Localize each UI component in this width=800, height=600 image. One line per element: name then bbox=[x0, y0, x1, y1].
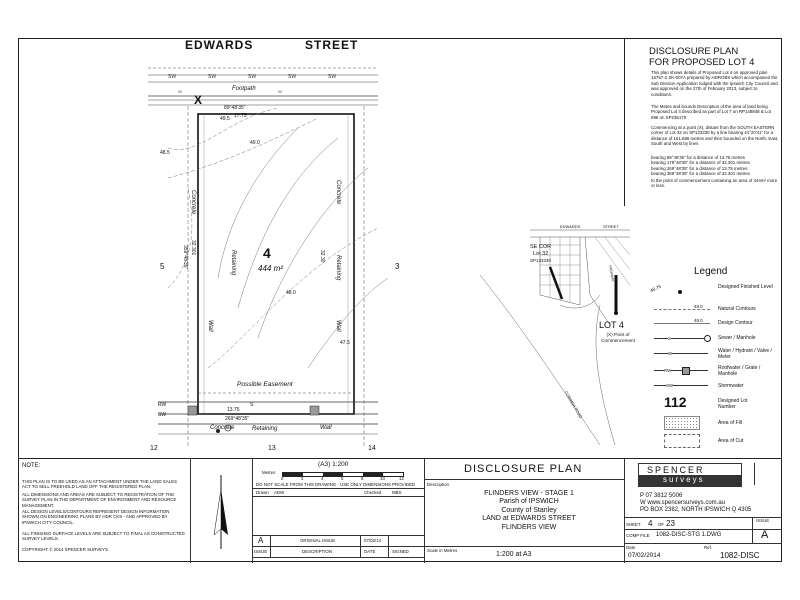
locality-street-label: EDWARDS bbox=[560, 224, 581, 229]
drawn-value: ADW bbox=[274, 490, 285, 495]
legend-natural-symbol: 48.0 bbox=[694, 304, 703, 309]
stormwater-line-icon bbox=[654, 385, 708, 386]
svg-text:W: W bbox=[278, 89, 282, 94]
panel-paragraph-2: The Metes and bounds Description of the area of land being Proposed Lot 4 described as part of Lot 7 on RP148848 & Lot 998 on SP235170 bbox=[651, 104, 772, 120]
bearing-line: bearing 359°48'35" for a distance of 32.301 metres bbox=[651, 171, 750, 177]
scale-tick: 0 bbox=[281, 476, 284, 481]
locality-street2-label: STREET bbox=[603, 224, 619, 229]
contour-label-5: 47.5 bbox=[340, 340, 350, 346]
checked-value: MBS bbox=[392, 490, 402, 495]
street-suffix-label: STREET bbox=[305, 38, 359, 52]
lot-plan-drawing bbox=[18, 38, 426, 458]
left-wall-label: Wall bbox=[207, 320, 213, 332]
contour-label-3: 48.5 bbox=[160, 150, 170, 156]
scale-tick: 2 bbox=[301, 476, 304, 481]
notes-section bbox=[18, 459, 191, 563]
company-bar bbox=[639, 475, 741, 486]
sheet-number: 4 bbox=[648, 519, 653, 528]
svg-text:SW: SW bbox=[168, 74, 177, 80]
roofwater-line-icon bbox=[654, 370, 708, 371]
comp-file-label: COMP FILE bbox=[626, 533, 650, 538]
issue-header-row bbox=[252, 545, 424, 558]
right-retaining-label: Retaining bbox=[335, 255, 341, 281]
company-section bbox=[624, 459, 782, 563]
signed-header: SIGNED bbox=[392, 549, 409, 554]
date-value: 07/02/2014 bbox=[628, 552, 661, 559]
left-retaining-label: Retaining bbox=[230, 250, 236, 276]
panel-title-1: DISCLOSURE PLAN bbox=[649, 46, 739, 57]
grate-icon bbox=[682, 367, 690, 375]
date-header: DATE bbox=[364, 549, 376, 554]
lot-area: 444 m² bbox=[258, 264, 283, 273]
water-line-icon bbox=[654, 353, 708, 354]
issue-date: 07/02/14 bbox=[364, 538, 382, 543]
sewer-label: S bbox=[250, 402, 254, 408]
bottom-wall-label: Wall bbox=[320, 425, 332, 431]
issue-letter: A bbox=[258, 536, 264, 545]
lot32-label: Lot 32 bbox=[533, 251, 549, 257]
bottom-distance-label: 13.75 bbox=[227, 407, 240, 413]
street-name-label: EDWARDS bbox=[185, 38, 254, 52]
issue-description: ORIGINAL ISSUE bbox=[300, 538, 336, 543]
scale-in-metres-label: Scale in Metres bbox=[427, 548, 458, 553]
scale-tick: 12 bbox=[399, 476, 404, 481]
of-label: OF bbox=[658, 522, 665, 527]
se-cor-label: SE COR bbox=[530, 244, 552, 250]
contour-label-2: 49.0 bbox=[250, 140, 260, 146]
easement-label: Possible Easement bbox=[237, 381, 293, 388]
panel-bearings bbox=[651, 155, 779, 177]
legend-label-water: Water / Hydrant / Valve / Meter bbox=[718, 348, 772, 360]
description-line: FLINDERS VIEW - STAGE 1 bbox=[484, 490, 574, 497]
checked-label: Checked bbox=[364, 490, 382, 495]
lot-number: 4 bbox=[263, 245, 271, 261]
drawn-label: Drawn bbox=[256, 490, 269, 495]
description-line: LAND at EDWARDS STREET bbox=[482, 515, 576, 523]
left-bearing-label: 359°48'35" bbox=[182, 245, 188, 270]
legend-label-roofwater: Roofwater / Grate / Manhole bbox=[718, 365, 761, 377]
svg-text:X: X bbox=[194, 93, 203, 107]
fill-area-icon bbox=[664, 416, 700, 430]
left-distance-label: 32.301 bbox=[190, 240, 196, 256]
legend-label-sewer: Sewer / Manhole bbox=[718, 335, 756, 341]
issue-header: ISSUE bbox=[254, 549, 268, 554]
neighbor-lot-5: 5 bbox=[160, 262, 165, 271]
description-line: County of Stanley bbox=[501, 506, 557, 514]
issue-big: A bbox=[761, 529, 769, 541]
left-concrete-label: Concrete bbox=[190, 190, 196, 215]
company-web: W www.spencersurveys.com.au bbox=[640, 500, 726, 506]
scale-issue-section bbox=[252, 459, 425, 563]
note-4: ALL FINISHED SURFACE LEVELS ARE SUBJECT TO FINAL AS CONSTRUCTED SURVEY LEVELS. bbox=[22, 531, 185, 542]
company-po: PO BOX 2382, NORTH IPSWICH Q 4305 bbox=[640, 507, 752, 513]
legend-label-natural: Natural Contours bbox=[718, 306, 756, 312]
company-logo bbox=[638, 463, 742, 487]
panel-closing: to the point of commencement containing an area of 444m² more or less. bbox=[651, 178, 778, 189]
top-distance-label: 17.75 bbox=[234, 113, 247, 119]
legend-label-level: Designed Finished Level bbox=[718, 284, 773, 290]
neighbor-lot-14: 14 bbox=[368, 445, 376, 452]
scale-label: (A3) 1:200 bbox=[318, 461, 349, 468]
legend-stormwater-symbol: SW bbox=[666, 383, 674, 388]
bearing-line: bearing 269°48'35" for a distance of 13.75 metres bbox=[651, 165, 748, 171]
description-header: DESCRIPTION bbox=[302, 549, 333, 554]
right-distance-label: 32.30 bbox=[319, 250, 325, 263]
date-label: Date bbox=[626, 545, 636, 550]
note-1: THIS PLAN IS TO BE USED AS AN ATTACHMENT UNDER THE LAND SALES ACT TO SELL FREEHOLD LAND OFF THE REGISTERED PLAN. bbox=[22, 479, 177, 490]
north-arrow-icon bbox=[190, 459, 252, 563]
scale-tick: 10 bbox=[380, 476, 385, 481]
scale-tick: 8 bbox=[361, 476, 364, 481]
legend-label-fill: Area of Fill bbox=[718, 420, 742, 426]
main-title: DISCLOSURE PLAN bbox=[464, 463, 583, 475]
bearing-line: bearing 179°48'35" for a distance of 32.301 metres bbox=[651, 160, 750, 166]
point-of-commencement-label: (X) Point of Commencement bbox=[601, 332, 635, 343]
panel-title-2: FOR PROPOSED LOT 4 bbox=[649, 57, 755, 68]
legend bbox=[634, 266, 780, 456]
panel-paragraph-1: This plan shows details of Proposed Lot 4 on approved plan 16757-2 SK-007A prepared by HDROBS which accompanied the Sub Division Application lodged with the Ipswich City Council and was approved on the 27th of February 2013, subject to conditions. bbox=[651, 70, 778, 97]
bottom-concrete-label: Concrete bbox=[210, 425, 235, 431]
legend-level-symbol: 48.75 bbox=[649, 283, 662, 294]
notes-heading: NOTE: bbox=[22, 463, 41, 469]
bearing-line: bearing 89°48'35" for a distance of 13.75 metres bbox=[651, 155, 745, 160]
legend-design-symbol: 48.0 bbox=[694, 318, 703, 323]
note-3: ALL DESIGN LEVELS/CONTOURS REPRESENT DESIGN INFORMATION SHOWN ON ENGINEERING PLANS BY HDR CKS - AND APPROVED BY IPSWICH CITY COUNCIL. bbox=[22, 509, 170, 525]
comp-file: 1082-DISC-STG 1.DWG bbox=[656, 532, 722, 538]
copyright: COPYRIGHT © 2014 SPENCER SURVEYS bbox=[22, 547, 109, 552]
svg-text:W: W bbox=[178, 89, 182, 94]
description-panel bbox=[624, 38, 783, 206]
neighbor-lot-13: 13 bbox=[268, 445, 276, 452]
company-name: SPENCER bbox=[647, 465, 705, 475]
issue-label: ISSUE bbox=[756, 518, 770, 523]
legend-label-lotnumber: Designed Lot Number bbox=[718, 398, 748, 410]
description-line: Parish of IPSWICH bbox=[499, 498, 559, 506]
description-lines bbox=[454, 490, 604, 532]
title-section bbox=[424, 459, 625, 563]
svg-text:SW: SW bbox=[288, 74, 297, 80]
legend-title: Legend bbox=[694, 266, 728, 277]
right-concrete-label: Concrete bbox=[335, 180, 341, 205]
legend-roofwater-symbol: RW bbox=[664, 368, 672, 373]
legend-water-symbol: W bbox=[668, 351, 673, 356]
neighbor-lot-3: 3 bbox=[395, 262, 400, 271]
legend-label-stormwater: Stormwater bbox=[718, 383, 744, 389]
scale-tick: 6 bbox=[341, 476, 344, 481]
legend-lot-number-symbol: 112 bbox=[664, 394, 687, 410]
note-2: ALL DIMENSIONS AND AREAS ARE SUBJECT TO REGISTRATION OF THE SURVEY PLAN IN THE DEPARTMENT OF ENVIRONMENT AND RESOURCE MANAGEMENT. bbox=[22, 492, 177, 508]
svg-text:SW: SW bbox=[248, 74, 257, 80]
legend-sewer-symbol: S bbox=[668, 336, 671, 341]
ref-label: Ref. bbox=[704, 545, 713, 550]
company-phone: P 07 3812 5006 bbox=[640, 493, 683, 499]
rw-label: RW bbox=[158, 402, 167, 408]
panel-paragraph-3: Commencing at a point (X), distant from the SOUTH EASTERN corner of Lot 32 on SP133330 by a line bearing 44°20'41" for a distance of 151.686 metres and then bounded on the North, East, South and West by lines bbox=[651, 125, 779, 147]
highway-label: HIGHWAY bbox=[608, 265, 615, 283]
title-block bbox=[18, 458, 782, 563]
scale-metres: Metres bbox=[262, 470, 276, 475]
locality-lot4-label: LOT 4 bbox=[599, 320, 624, 330]
level-dot-icon bbox=[678, 290, 682, 294]
no-scale-note: DO NOT SCALE FROM THIS DRAWING - USE ONLY DIMENSIONS PROVIDED bbox=[256, 482, 416, 487]
manhole-icon bbox=[704, 335, 711, 342]
north-arrow-section bbox=[190, 459, 253, 563]
scale-value: 1:200 at A3 bbox=[496, 551, 532, 558]
legend-label-design: Design Contour bbox=[718, 320, 753, 326]
right-wall-label: Wall bbox=[335, 320, 341, 332]
description-line: FLINDERS VIEW bbox=[501, 523, 557, 531]
company-name-2: surveys bbox=[663, 475, 705, 484]
contour-label-4: 48.0 bbox=[286, 290, 296, 296]
top-bearing-label: 89°48'35" bbox=[224, 105, 246, 111]
legend-label-cut: Area of Cut bbox=[718, 438, 744, 444]
footpath-label: Footpath bbox=[232, 86, 256, 92]
svg-text:SW: SW bbox=[328, 74, 337, 80]
cut-area-icon bbox=[664, 434, 700, 448]
bottom-bearing-label: 269°48'35" bbox=[225, 416, 250, 422]
sp-label: SP133330 bbox=[530, 258, 552, 263]
bottom-retaining-label: Retaining bbox=[252, 426, 278, 432]
sewer-line-icon bbox=[654, 338, 704, 339]
contour-label-1: 49.5 bbox=[220, 116, 230, 122]
scale-tick: 4 bbox=[321, 476, 324, 481]
sw-label: SW bbox=[158, 412, 167, 418]
sheet-label: SHEET bbox=[626, 522, 641, 527]
description-label: Description bbox=[427, 482, 449, 487]
ref-value: 1082-DISC bbox=[720, 551, 760, 560]
svg-text:SW: SW bbox=[208, 74, 217, 80]
road-label: CORINDA ROAD bbox=[563, 390, 584, 420]
neighbor-lot-12: 12 bbox=[150, 445, 158, 452]
sheet-total: 23 bbox=[666, 519, 675, 528]
